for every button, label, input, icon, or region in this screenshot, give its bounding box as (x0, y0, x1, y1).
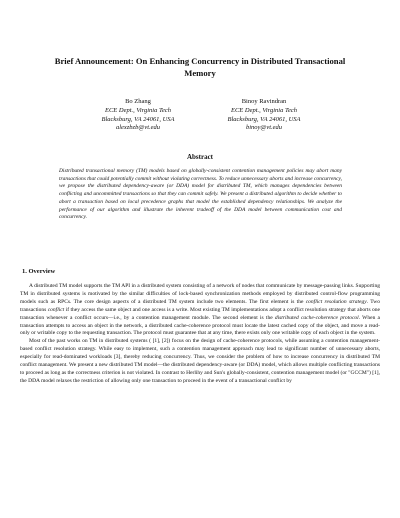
abstract-text: Distributed transactional memory (TM) models based on globally-consistent contention management policies may abort many transactions that could potentially commit without violating correctness. To reduce unnecessary aborts and increase concurrency, we propose the distributed dependency-aware (or DDA) model for distributed TM, which manages dependencies between conflicting and uncommitted transactions so that they can commit safely. We present a distributed algorithm to decide whether to abort a transaction based on local precedence graphs that model the established dependency relationships. We analyze the performance of our algorithm and illustrate the inherent tradeoff of the DDA model between communication cost and concurrency. (59, 168, 342, 221)
text-run: . When a transaction attempts to access an object in the network, a distributed cache-coherence protocol must locate the latest cached copy of the object, and move a read-only or writable copy to the requesting transaction. The protocol must guarantee that at any time, there exists only one writable copy of each object in the system. (20, 314, 380, 337)
paragraph: Most of the past works on TM in distributed systems ( [1], [2]) focus on the design of cache-coherence protocols, while assuming a contention management-based conflict resolution strategy. While easy to implement, such a contention management approach may lead to significant number of unnecessary aborts, especially for read-dominated workloads [3], thereby reducing concurrency. Thus, we consider the problem of how to increase concurrency in distributed TM conflict management. We present a new distributed TM model—the distributed dependency-aware (or DDA) model, which allows multiple conflicting transactions to proceed as long as the correctness criterion is not violated. In contrast to Herlihy and Sun's globally-consistent, contention management model (or "GCCM") [1], the DDA model relaxes the restriction of allowing only one transaction to proceed in the event of a transactional conflict by (20, 338, 380, 384)
author-location: Blacksburg, VA 24061, USA (101, 115, 175, 123)
emphasis: distributed cache-coherence protocol (274, 314, 359, 321)
author-name: Bo Zhang (125, 98, 151, 105)
text-run: A distributed TM model supports the TM API in a distributed system consisting of a network of nodes that communicate by message-passing links. Supporting TM in distributed systems is motivated by the similar difficulties of lock-based synchronization methods employed by distributed control-flow programming models such as RPCs. The core design aspects of a distributed TM system include two elements. The first element is the (20, 283, 380, 305)
abstract-heading: Abstract (186, 153, 214, 161)
author-block (68, 98, 208, 133)
author-name: Binoy Ravindran (241, 98, 287, 105)
author-email: binoy@vt.edu (245, 124, 283, 132)
author-block (194, 98, 334, 133)
body-text (20, 283, 380, 386)
text-run: . Two transactions (20, 298, 380, 313)
author-affiliation: ECE Dept., Virginia Tech (230, 106, 298, 114)
emphasis: conflict (47, 306, 65, 313)
author-email: alexzbzb@vt.edu (115, 124, 161, 132)
emphasis: conflict resolution strategy (305, 298, 367, 305)
section-heading: 1. Overview (22, 268, 56, 275)
paper-title: Brief Announcement: On Enhancing Concurrency in Distributed Transactional Memory (54, 56, 346, 78)
author-location: Blacksburg, VA 24061, USA (227, 115, 301, 123)
text-run: if they access the same object and one access is a write. Most existing TM implementations adopt a conflict resolution strategy that aborts one transaction whenever a conflict occurs—i.e., by a contention management module. The second element is the (20, 306, 380, 321)
author-affiliation: ECE Dept., Virginia Tech (104, 106, 172, 114)
paragraph (20, 283, 380, 338)
